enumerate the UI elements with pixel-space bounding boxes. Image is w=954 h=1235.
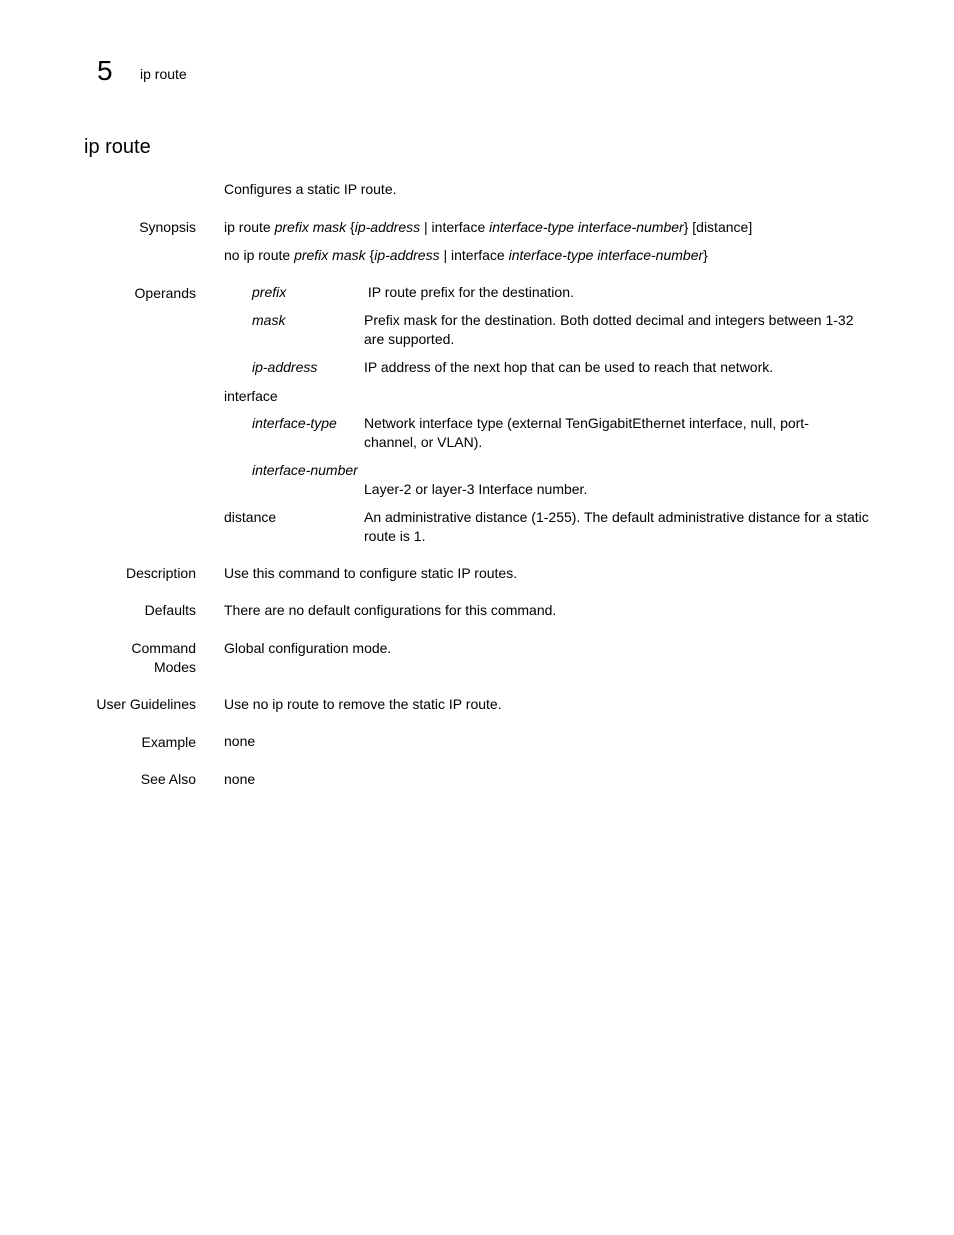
command-modes-text: Global configuration mode. [224, 640, 392, 656]
operand-prefix-desc: IP route prefix for the destination. [364, 284, 574, 300]
operand-ip-address-desc: IP address of the next hop that can be used to reach that network. [364, 359, 774, 375]
description-text: Use this command to configure static IP routes. [224, 565, 518, 581]
user-guidelines-text [224, 695, 502, 714]
command-modes-label-line2: Modes [153, 659, 196, 675]
synopsis-bracket: ] [748, 219, 753, 235]
synopsis-brace-close: } [703, 247, 708, 263]
page-title: ip route [84, 136, 151, 158]
defaults-label: Defaults [144, 602, 196, 618]
chapter-number: 5 [97, 55, 113, 86]
user-guidelines-cmd: no ip route [252, 696, 319, 712]
synopsis-sep: | [420, 219, 432, 235]
operand-prefix-name: prefix [252, 284, 287, 300]
defaults-text: There are no default configurations for this command. [224, 602, 557, 618]
synopsis-cmd: ip route [224, 219, 271, 235]
synopsis-args2: interface-type interface-number [508, 247, 704, 263]
operands-label: Operands [134, 285, 196, 301]
synopsis-opt: distance [696, 219, 749, 235]
synopsis-ip: ip-address [354, 219, 421, 235]
synopsis-brace: { [346, 219, 355, 235]
synopsis-cmd: no ip route [224, 247, 291, 263]
user-guidelines-post: to remove the static IP route. [318, 696, 502, 712]
synopsis-brace: { [365, 247, 375, 263]
example-text: none [224, 733, 256, 749]
example-label: Example [141, 734, 196, 750]
operand-interface-type-desc: Network interface type (external TenGigabitEthernet interface, null, port-channel, or VLAN). [364, 415, 809, 450]
running-title: ip route [140, 66, 187, 82]
operand-distance-name: distance [224, 509, 277, 525]
see-also-text: none [224, 771, 256, 787]
operand-interface-number-desc: Layer-2 or layer-3 Interface number. [364, 481, 588, 497]
synopsis-args: prefix mask [294, 247, 366, 263]
synopsis-ip: ip-address [374, 247, 440, 263]
operand-interface-heading: interface [224, 388, 278, 404]
user-guidelines-label: User Guidelines [96, 696, 196, 712]
synopsis-line-1 [224, 218, 752, 237]
synopsis-brace-close: } [ [683, 219, 697, 235]
synopsis-args2: interface-type interface-number [489, 219, 684, 235]
synopsis-args: prefix mask [274, 219, 347, 235]
synopsis-sep: | [439, 247, 452, 263]
operand-interface-number-name: interface-number [252, 462, 358, 478]
operand-distance-desc: An administrative distance (1-255). The default administrative distance for a static route is 1. [364, 509, 869, 544]
command-summary: Configures a static IP route. [224, 181, 397, 197]
operand-ip-address-name: ip-address [252, 359, 318, 375]
see-also-label: See Also [140, 771, 196, 787]
user-guidelines-pre: Use [224, 696, 253, 712]
synopsis-label: Synopsis [139, 219, 196, 235]
operand-mask-name: mask [252, 312, 286, 328]
synopsis-kw: interface [451, 247, 505, 263]
synopsis-line-2 [224, 246, 708, 265]
description-label: Description [125, 565, 196, 581]
operand-interface-type-name: interface-type [252, 415, 337, 431]
operand-mask-desc: Prefix mask for the destination. Both dotted decimal and integers between 1-32 are supported. [364, 312, 854, 347]
command-modes-label-line1: Command [131, 640, 196, 656]
synopsis-kw: interface [431, 219, 486, 235]
